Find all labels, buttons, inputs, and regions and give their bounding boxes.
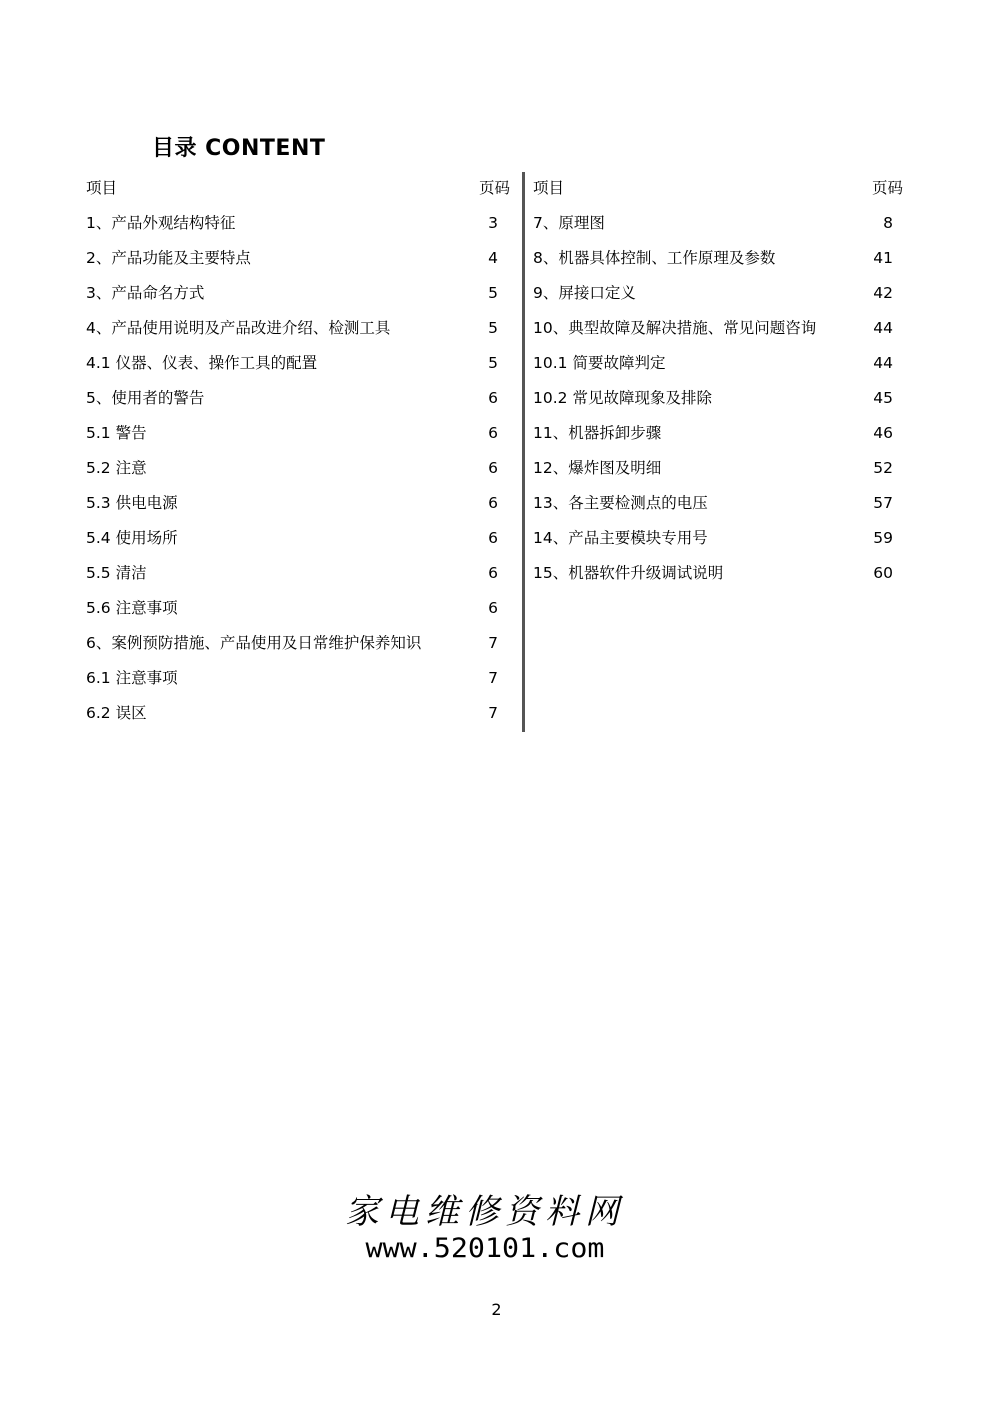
toc-entry-label: 10、典型故障及解决措施、常见问题咨询 (533, 319, 817, 337)
toc-entry-page: 8 (883, 214, 893, 232)
toc-entry-label: 4.1 仪器、仪表、操作工具的配置 (86, 354, 318, 372)
toc-entry[interactable] (86, 452, 510, 487)
toc-entry-page: 5 (488, 354, 498, 372)
toc-header-page: 页码 (871, 179, 903, 197)
toc-entry-page: 6 (488, 564, 498, 582)
toc-entry-label: 10.2 常见故障现象及排除 (533, 389, 712, 407)
toc-entry-page: 60 (873, 564, 893, 582)
toc-entry-label: 6、案例预防措施、产品使用及日常维护保养知识 (86, 634, 422, 652)
toc-entry[interactable] (86, 627, 510, 662)
toc-entry-label: 10.1 简要故障判定 (533, 354, 666, 372)
toc-entry[interactable] (86, 382, 510, 417)
page-title: 目录 CONTENT (152, 136, 326, 161)
toc-entry-page: 5 (488, 319, 498, 337)
toc-entry-label: 13、各主要检测点的电压 (533, 494, 708, 512)
toc-header-page: 页码 (478, 179, 510, 197)
toc-entry-label: 1、产品外观结构特征 (86, 214, 236, 232)
toc-entry-page: 6 (488, 599, 498, 617)
toc-entry[interactable] (86, 557, 510, 592)
toc-entry[interactable] (86, 347, 510, 382)
toc-entry-label: 5.1 警告 (86, 424, 147, 442)
toc-entry-label: 14、产品主要模块专用号 (533, 529, 708, 547)
toc-entry-label: 5.2 注意 (86, 459, 147, 477)
toc-entry-label: 12、爆炸图及明细 (533, 459, 662, 477)
toc-entry-page: 4 (488, 249, 498, 267)
toc-entry-page: 52 (873, 459, 893, 477)
toc-entry[interactable] (86, 592, 510, 627)
toc-entry[interactable] (86, 242, 510, 277)
toc-entry-page: 6 (488, 529, 498, 547)
toc-entry-label: 6.1 注意事项 (86, 669, 178, 687)
toc-header-item: 项目 (86, 179, 118, 197)
toc-entry-label: 11、机器拆卸步骤 (533, 424, 662, 442)
toc-entry-page: 6 (488, 424, 498, 442)
toc-entry-label: 8、机器具体控制、工作原理及参数 (533, 249, 776, 267)
toc-entry-page: 7 (488, 704, 498, 722)
toc-entry-label: 7、原理图 (533, 214, 605, 232)
toc-entry-label: 5.4 使用场所 (86, 529, 178, 547)
toc-entry-label: 9、屏接口定义 (533, 284, 636, 302)
toc-header-row (86, 172, 510, 207)
toc-entry[interactable] (533, 417, 903, 452)
toc-entry-page: 6 (488, 494, 498, 512)
toc-entry-label: 4、产品使用说明及产品改进介绍、检测工具 (86, 319, 391, 337)
toc-entry-page: 44 (873, 354, 893, 372)
watermark (340, 1190, 630, 1264)
toc-entry-page: 3 (488, 214, 498, 232)
toc-entry[interactable] (86, 312, 510, 347)
toc-entry-page: 42 (873, 284, 893, 302)
watermark-url: www.520101.com (365, 1233, 605, 1264)
toc-entry-label: 5.3 供电电源 (86, 494, 178, 512)
toc-entry-label: 5.5 清洁 (86, 564, 147, 582)
toc-entry[interactable] (533, 312, 903, 347)
toc-entry[interactable] (86, 522, 510, 557)
toc-entry-label: 5.6 注意事项 (86, 599, 178, 617)
toc-entry-label: 15、机器软件升级调试说明 (533, 564, 724, 582)
toc-entry-page: 46 (873, 424, 893, 442)
page-number: 2 (491, 1300, 502, 1319)
toc-entry[interactable] (533, 522, 903, 557)
toc-entry[interactable] (86, 207, 510, 242)
toc-entry-page: 6 (488, 459, 498, 477)
toc-entry-page: 57 (873, 494, 893, 512)
toc-entry-page: 44 (873, 319, 893, 337)
toc-left-column (86, 172, 510, 732)
toc-entry-label: 2、产品功能及主要特点 (86, 249, 251, 267)
column-divider (522, 172, 525, 732)
toc-entry-label: 3、产品命名方式 (86, 284, 205, 302)
toc-entry-page: 7 (488, 669, 498, 687)
toc-entry-label: 5、使用者的警告 (86, 389, 205, 407)
toc-entry[interactable] (533, 487, 903, 522)
toc-header-item: 项目 (533, 179, 565, 197)
toc-entry-page: 45 (873, 389, 893, 407)
toc-entry-page: 5 (488, 284, 498, 302)
toc-entry[interactable] (86, 662, 510, 697)
toc-entry[interactable] (533, 277, 903, 312)
toc-entry[interactable] (533, 557, 903, 592)
toc-entry-label: 6.2 误区 (86, 704, 147, 722)
toc-entry[interactable] (533, 347, 903, 382)
toc-entry[interactable] (533, 242, 903, 277)
toc-header-row (533, 172, 903, 207)
toc-entry-page: 59 (873, 529, 893, 547)
toc-entry[interactable] (86, 697, 510, 732)
watermark-title: 家电维修资料网 (345, 1192, 625, 1232)
toc-entry[interactable] (86, 487, 510, 522)
toc-entry[interactable] (86, 277, 510, 312)
toc-entry[interactable] (533, 382, 903, 417)
toc-entry[interactable] (533, 452, 903, 487)
toc-right-column (533, 172, 903, 732)
toc-entry[interactable] (86, 417, 510, 452)
toc-entry-page: 41 (873, 249, 893, 267)
toc-entry-page: 7 (488, 634, 498, 652)
toc-entry-page: 6 (488, 389, 498, 407)
toc-entry[interactable] (533, 207, 903, 242)
